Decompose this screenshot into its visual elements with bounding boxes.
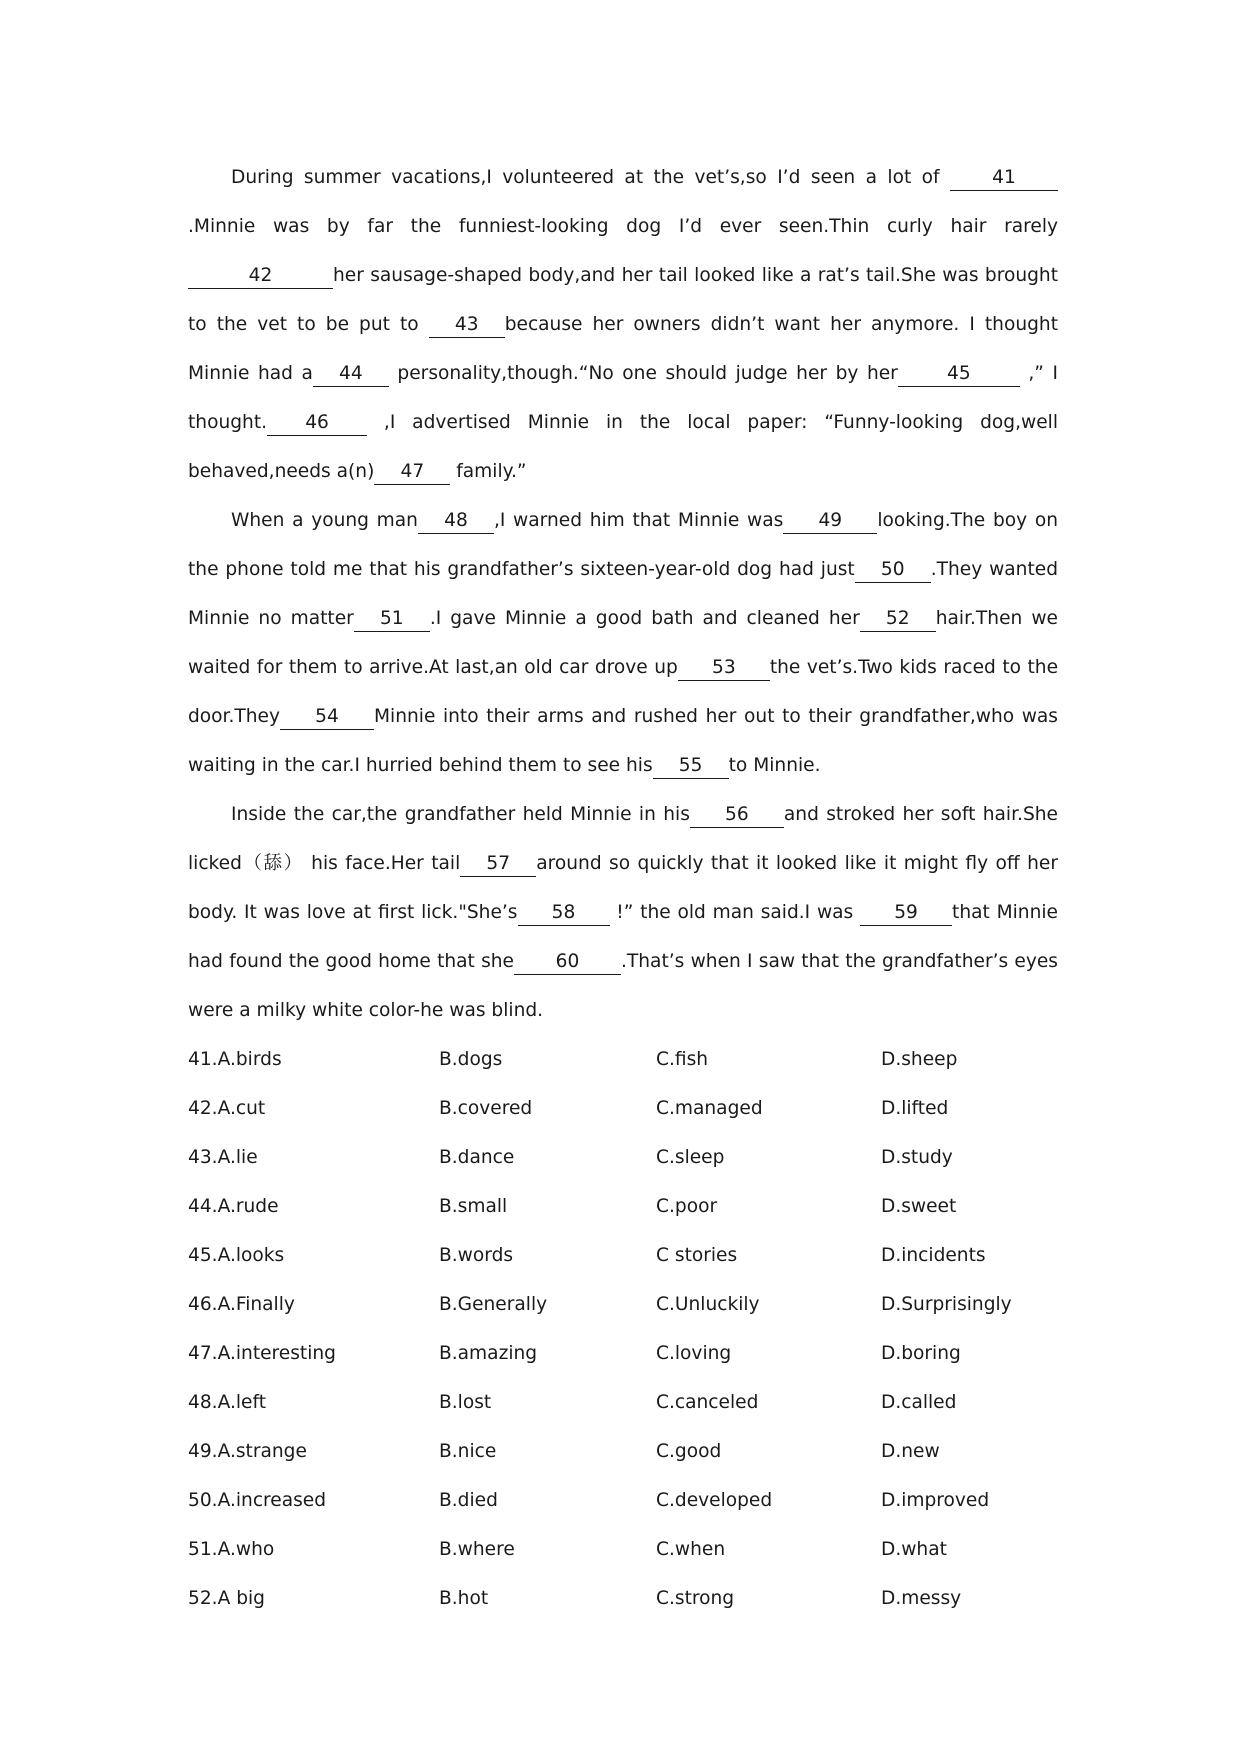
passage-text: ,I advertised Minnie in the local paper: “Funny-looking dog,well behaved,needs a(n) xyxy=(188,412,1058,482)
option-A: 45.A.looks xyxy=(188,1245,285,1266)
blank-47: 47 xyxy=(374,460,450,485)
blank-51: 51 xyxy=(354,607,430,632)
option-B: B.nice xyxy=(439,1441,497,1462)
blank-50: 50 xyxy=(855,558,931,583)
option-B: B.words xyxy=(439,1245,514,1266)
option-row xyxy=(188,1035,1058,1084)
passage-text: personality,though.“No one should judge her by her xyxy=(388,363,898,384)
option-A: 46.A.Finally xyxy=(188,1294,295,1315)
blank-60: 60 xyxy=(514,950,621,975)
option-A: 48.A.left xyxy=(188,1392,266,1413)
option-D: D.study xyxy=(881,1147,953,1168)
option-B: B.died xyxy=(439,1490,498,1511)
passage-text: her sausage-shaped body,and her tail looked like a rat’s tail.She was brought to the vet to be put to xyxy=(188,265,1058,335)
option-B: B.lost xyxy=(439,1392,492,1413)
blank-49: 49 xyxy=(783,509,877,534)
option-A: 52.A big xyxy=(188,1588,265,1609)
blank-41: 41 xyxy=(950,166,1058,191)
option-D: D.new xyxy=(881,1441,940,1462)
option-A: 51.A.who xyxy=(188,1539,275,1560)
passage-text: .I gave Minnie a good bath and cleaned her xyxy=(429,608,860,629)
option-row xyxy=(188,1378,1058,1427)
blank-46: 46 xyxy=(267,411,367,436)
passage-text: ,” I thought. xyxy=(188,363,1058,433)
blank-58: 58 xyxy=(518,901,610,926)
blank-54: 54 xyxy=(280,705,374,730)
option-D: D.incidents xyxy=(881,1245,986,1266)
option-A: 50.A.increased xyxy=(188,1490,327,1511)
blank-55: 55 xyxy=(653,754,729,779)
blank-43: 43 xyxy=(429,313,505,338)
option-row xyxy=(188,1427,1058,1476)
passage-paragraph-2 xyxy=(188,496,1058,790)
option-row xyxy=(188,1525,1058,1574)
blank-52: 52 xyxy=(860,607,936,632)
blank-59: 59 xyxy=(860,901,952,926)
option-row xyxy=(188,1231,1058,1280)
option-D: D.called xyxy=(881,1392,957,1413)
option-B: B.small xyxy=(439,1196,508,1217)
passage-text: the vet’s.Two kids raced to the door.They xyxy=(188,657,1059,727)
option-row xyxy=(188,1329,1058,1378)
option-A: 47.A.interesting xyxy=(188,1343,336,1364)
option-C: C.poor xyxy=(656,1196,718,1217)
option-C: C.when xyxy=(656,1539,726,1560)
blank-53: 53 xyxy=(678,656,770,681)
option-row xyxy=(188,1476,1058,1525)
passage-text: When a young man xyxy=(231,510,418,531)
option-row xyxy=(188,1133,1058,1182)
passage-paragraph-3 xyxy=(188,790,1058,1035)
passage-paragraph-1 xyxy=(188,153,1058,496)
option-B: B.dance xyxy=(439,1147,515,1168)
option-row xyxy=(188,1574,1058,1623)
option-C: C.good xyxy=(656,1441,722,1462)
option-D: D.boring xyxy=(881,1343,961,1364)
passage-text: to Minnie. xyxy=(728,755,821,776)
option-C: C.fish xyxy=(656,1049,709,1070)
blank-48: 48 xyxy=(418,509,494,534)
blank-56: 56 xyxy=(690,803,784,828)
option-C: C.Unluckily xyxy=(656,1294,760,1315)
option-B: B.amazing xyxy=(439,1343,538,1364)
passage-text: around so quickly that it looked like it might fly off her body. It was love at first lick."She’s xyxy=(188,853,1059,923)
blank-44: 44 xyxy=(313,362,389,387)
option-D: D.Surprisingly xyxy=(881,1294,1012,1315)
option-D: D.sweet xyxy=(881,1196,957,1217)
passage-text: ,I warned him that Minnie was xyxy=(493,510,784,531)
blank-45: 45 xyxy=(898,362,1020,387)
option-B: B.where xyxy=(439,1539,515,1560)
blank-42: 42 xyxy=(188,264,333,289)
option-C: C.developed xyxy=(656,1490,773,1511)
passage-text: .That’s when I saw that the grandfather’s eyes were a milky white color-he was blind. xyxy=(188,951,1058,1021)
option-C: C.strong xyxy=(656,1588,735,1609)
option-C: C.canceled xyxy=(656,1392,759,1413)
passage-text: family.” xyxy=(450,461,527,482)
option-A: 44.A.rude xyxy=(188,1196,279,1217)
option-D: D.lifted xyxy=(881,1098,949,1119)
option-D: D.improved xyxy=(881,1490,990,1511)
option-row xyxy=(188,1280,1058,1329)
option-C: C.loving xyxy=(656,1343,732,1364)
option-row xyxy=(188,1084,1058,1133)
option-A: 43.A.lie xyxy=(188,1147,258,1168)
option-B: B.covered xyxy=(439,1098,533,1119)
passage-text: because her owners didn’t want her anymore. I thought Minnie had a xyxy=(188,314,1059,384)
passage-text: that Minnie had found the good home that she xyxy=(188,902,1058,972)
option-B: B.dogs xyxy=(439,1049,503,1070)
passage-text: looking.The boy on the phone told me that his grandfather’s sixteen-year-old dog had just xyxy=(188,510,1058,580)
passage-text: and stroked her soft hair.She licked（舔） his face.Her tail xyxy=(188,804,1058,874)
passage-text: !” the old man said.I was xyxy=(609,902,861,923)
passage-text: Inside the car,the grandfather held Minnie in his xyxy=(231,804,690,825)
option-A: 49.A.strange xyxy=(188,1441,307,1462)
option-B: B.hot xyxy=(439,1588,489,1609)
option-D: D.what xyxy=(881,1539,947,1560)
document-page xyxy=(188,153,1058,1623)
option-row xyxy=(188,1182,1058,1231)
blank-57: 57 xyxy=(460,852,536,877)
option-C: C stories xyxy=(656,1245,738,1266)
options-list xyxy=(188,1035,1058,1623)
passage-text: Minnie into their arms and rushed her out to their grandfather,who was waiting in the car.I hurried behind them to see his xyxy=(188,706,1058,776)
option-D: D.messy xyxy=(881,1588,962,1609)
option-C: C.managed xyxy=(656,1098,763,1119)
passage-text: During summer vacations,I volunteered at the vet’s,so I’d seen a lot of xyxy=(231,167,950,188)
option-A: 41.A.birds xyxy=(188,1049,282,1070)
passage-text: hair.Then we waited for them to arrive.At last,an old car drove up xyxy=(188,608,1058,678)
option-A: 42.A.cut xyxy=(188,1098,266,1119)
option-B: B.Generally xyxy=(439,1294,548,1315)
passage-text: .They wanted Minnie no matter xyxy=(188,559,1059,629)
option-D: D.sheep xyxy=(881,1049,958,1070)
option-C: C.sleep xyxy=(656,1147,725,1168)
passage-text: .Minnie was by far the funniest-looking dog I’d ever seen.Thin curly hair rarely xyxy=(188,216,1058,237)
